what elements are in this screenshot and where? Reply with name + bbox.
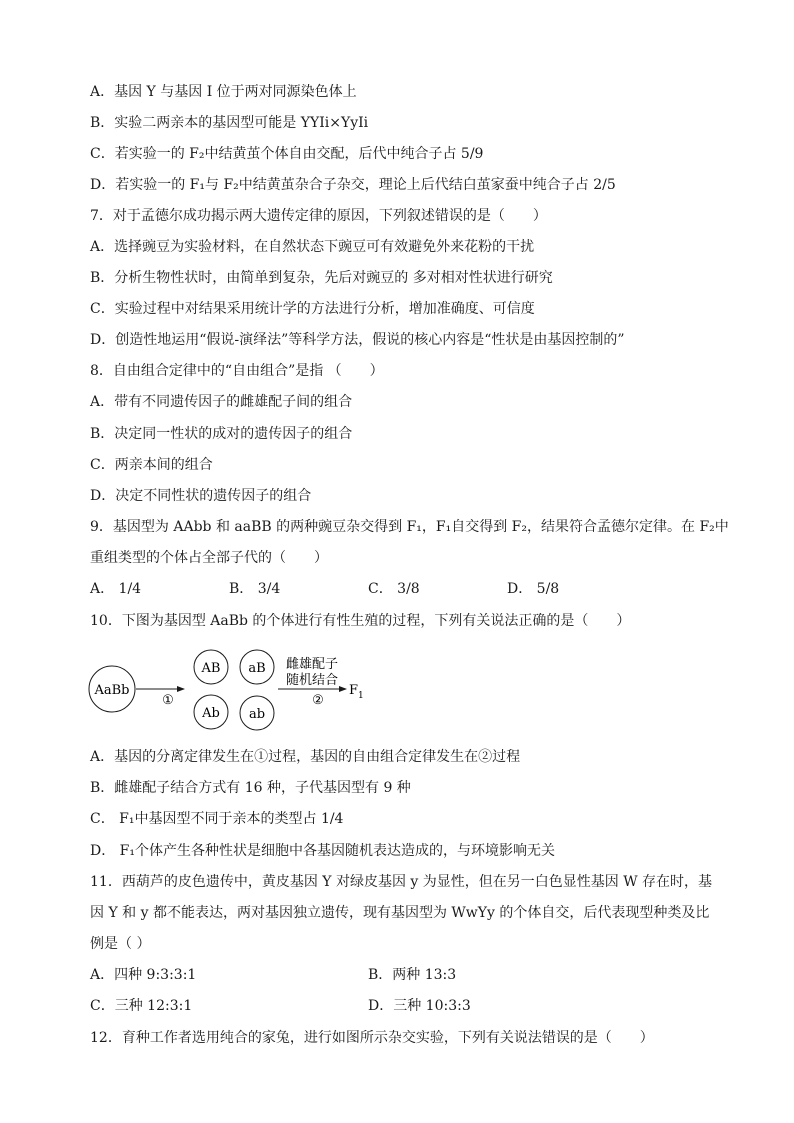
parent-genotype-label: AaBb	[94, 683, 130, 698]
q8-option-c: C．两亲本间的组合	[90, 457, 213, 473]
process-1-label: ①	[162, 693, 174, 708]
q12-stem: 12．育种工作者选用纯合的家兔，进行如图所示杂交实验，下列有关说法错误的是（ ）	[90, 1030, 654, 1046]
q8-option-a: A．带有不同遗传因子的雌雄配子间的组合	[90, 394, 353, 410]
q7-option-b: B．分析生物性状时，由简单到复杂，先后对豌豆的 多对相对性状进行研究	[90, 270, 553, 286]
q11-option-a: A．四种 9:3:3:1	[90, 967, 197, 983]
meiosis-fertilization-diagram	[88, 646, 388, 738]
q11-stem-line3: 例是（ ）	[90, 936, 151, 952]
q6-option-d: D．若实验一的 F₁与 F₂中结黄茧杂合子杂交，理论上后代结白茧家蚕中纯合子占 2/5	[90, 177, 616, 193]
q6-option-a: A．基因 Y 与基因 I 位于两对同源染色体上	[90, 84, 357, 100]
q10-option-a: A．基因的分离定律发生在①过程，基因的自由组合定律发生在②过程	[90, 749, 521, 765]
random-fusion-label-line1: 雌雄配子	[285, 657, 339, 672]
q10-stem: 10．下图为基因型 AaBb 的个体进行有性生殖的过程，下列有关说法正确的是（ ）	[90, 613, 631, 629]
q10-option-d: D． F₁个体产生各种性状是细胞中各基因随机表达造成的，与环境影响无关	[90, 843, 555, 859]
q11-stem-line1: 11．西葫芦的皮色遗传中，黄皮基因 Y 对绿皮基因 y 为显性，但在另一白色显性基因 W 存在时，基	[90, 874, 713, 890]
gamete-label-2: aB	[248, 661, 266, 676]
gamete-label-3: Ab	[202, 706, 220, 721]
q8-stem: 8．自由组合定律中的“自由组合”是指 （ ）	[90, 363, 384, 379]
offspring-subscript-label: 1	[358, 691, 364, 701]
offspring-f-label: F	[349, 683, 359, 698]
q8-option-b: B．决定同一性状的成对的遗传因子的组合	[90, 426, 353, 442]
q6-option-b: B．实验二两亲本的基因型可能是 YYIi×YyIi	[90, 115, 369, 131]
q6-option-c: C．若实验一的 F₂中结黄茧个体自由交配，后代中纯合子占 5/9	[90, 146, 484, 162]
q11-option-c: C．三种 12:3:1	[90, 998, 193, 1014]
q7-option-d: D．创造性地运用“假说-演绎法”等科学方法，假说的核心内容是“性状是由基因控制的”	[90, 332, 625, 348]
q9-stem-line2: 重组类型的个体占全部子代的（ ）	[90, 550, 328, 566]
q8-option-d: D．决定不同性状的遗传因子的组合	[90, 488, 312, 504]
q9-stem-line1: 9．基因型为 AAbb 和 aaBB 的两种豌豆杂交得到 F₁，F₁自交得到 F₂，结果符合孟德尔定律。在 F₂中	[90, 519, 729, 535]
q9-option-a: A． 1/4	[90, 581, 142, 597]
q9-option-b: B． 3/4	[229, 581, 281, 597]
q10-option-c: C． F₁中基因型不同于亲本的类型占 1/4	[90, 811, 344, 827]
q7-option-a: A．选择豌豆为实验材料，在自然状态下豌豆可有效避免外来花粉的干扰	[90, 239, 535, 255]
q9-option-c: C． 3/8	[368, 581, 420, 597]
q7-option-c: C．实验过程中对结果采用统计学的方法进行分析，增加准确度、可信度	[90, 301, 535, 317]
gamete-label-4: ab	[248, 707, 266, 722]
process-2-label: ②	[312, 693, 324, 708]
gamete-label-1: AB	[201, 661, 221, 676]
q7-stem: 7．对于孟德尔成功揭示两大遗传定律的原因，下列叙述错误的是（ ）	[90, 208, 547, 224]
q9-option-d: D． 5/8	[507, 581, 560, 597]
q10-option-b: B．雌雄配子结合方式有 16 种，子代基因型有 9 种	[90, 780, 411, 796]
q11-option-d: D．三种 10:3:3	[368, 998, 471, 1014]
q11-stem-line2: 因 Y 和 y 都不能表达，两对基因独立遗传，现有基因型为 WwYy 的个体自交，后代表现型种类及比	[90, 905, 710, 921]
random-fusion-label-line2: 随机结合	[285, 673, 339, 688]
q11-option-b: B．两种 13:3	[368, 967, 457, 983]
